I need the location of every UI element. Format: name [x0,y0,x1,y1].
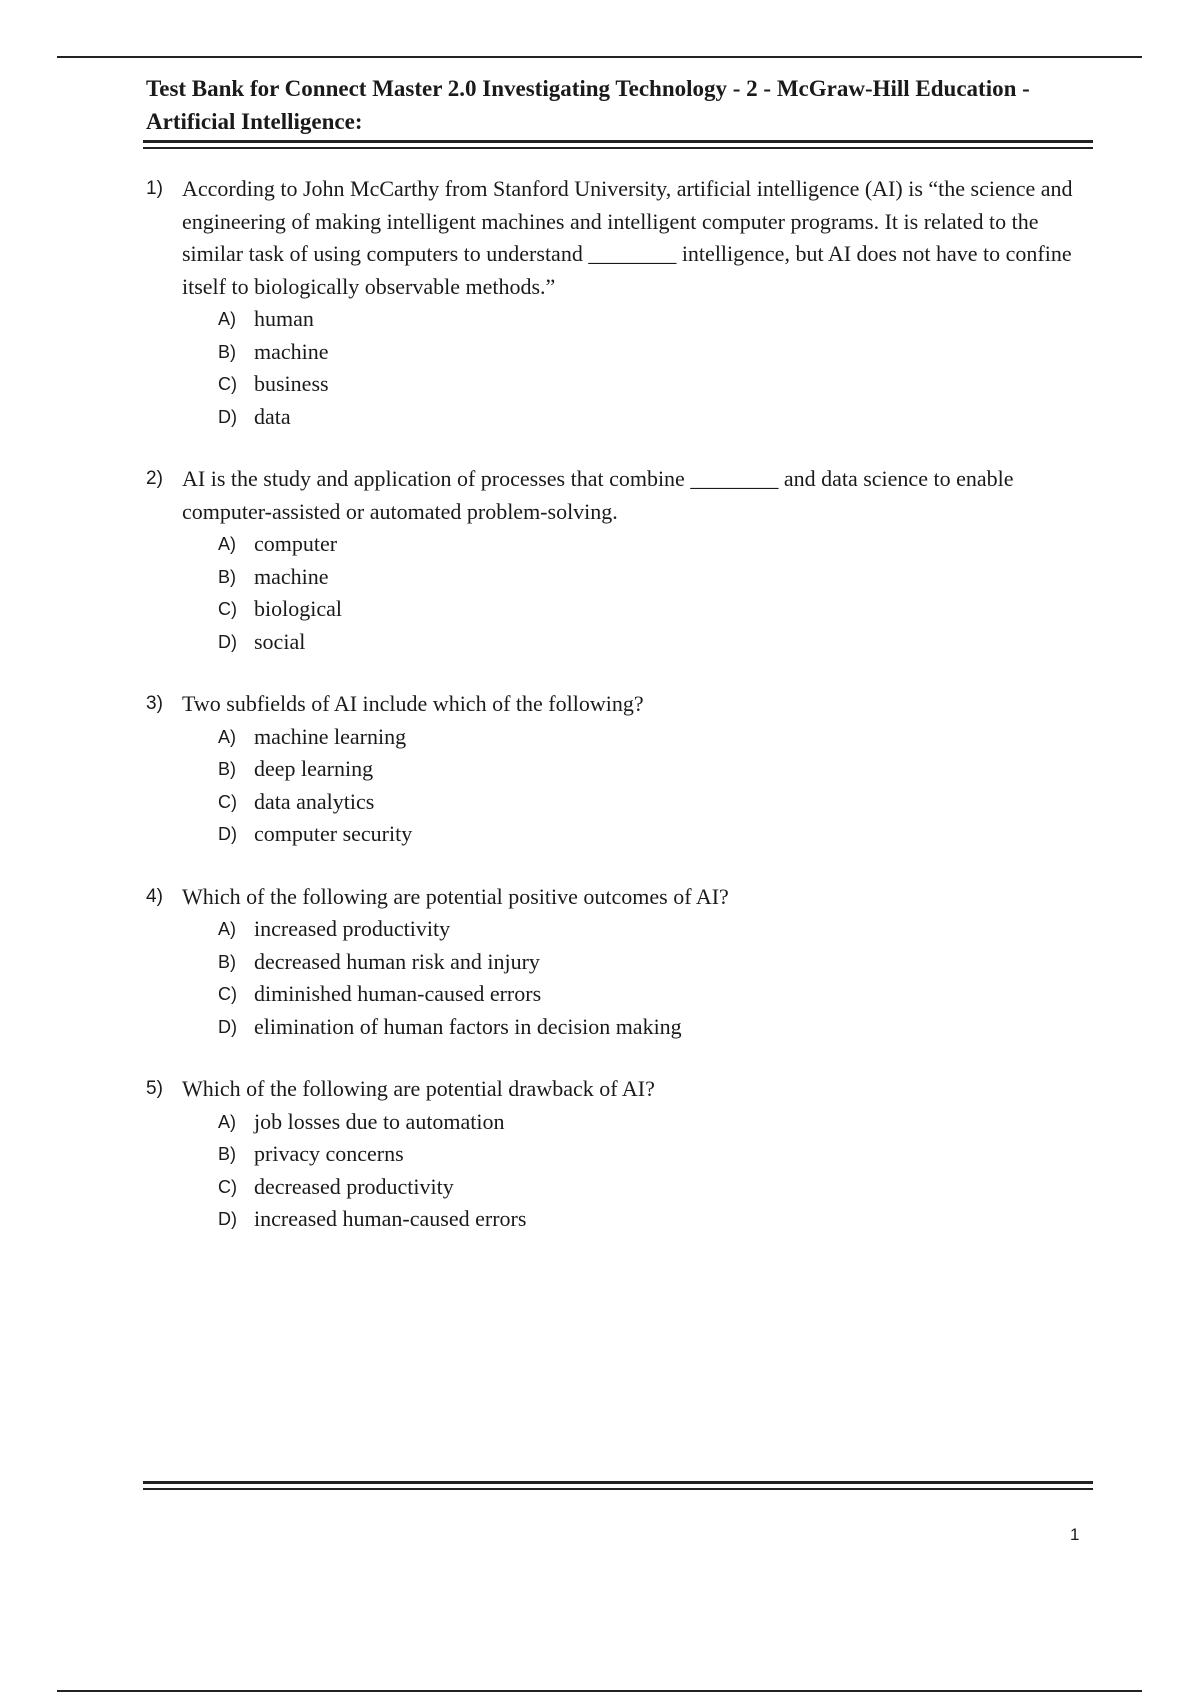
answer-option [218,818,1060,851]
question-text: Which of the following are potential drawback of AI? [182,1076,655,1101]
question-text: Two subfields of AI include which of the following? [182,691,644,716]
question-number: 1) [146,178,163,199]
answer-options [146,303,1060,433]
answer-option [218,1203,1060,1236]
option-letter: D) [218,1209,237,1229]
answer-option [218,303,1060,336]
question-number: 5) [146,1078,163,1099]
option-text: decreased productivity [254,1173,454,1199]
answer-option [218,368,1060,401]
page-title [146,72,1106,138]
option-letter: C) [218,791,237,812]
option-text: data analytics [254,788,375,814]
option-letter: A) [218,919,236,939]
option-text: job losses due to automation [254,1108,505,1134]
question-1 [146,173,1096,433]
question-list [146,173,1096,1266]
answer-option [218,978,1060,1011]
option-text: privacy concerns [254,1141,404,1166]
question-text: According to John McCarthy from Stanford University, artificial intelligence (AI) is “the science and engineering of making intelligent machines and intelligent computer programs. It is related to the similar task of using computers to understand ________ intelligence, but AI does not have to confine itself to biologically observable methods.” [182,176,1073,299]
option-letter: B) [218,1144,236,1164]
option-letter: B) [218,566,236,587]
answer-option [218,561,1060,594]
question-2 [146,463,1096,658]
option-letter: D) [218,406,237,427]
option-letter: C) [218,374,237,394]
option-text: business [254,371,329,396]
question-number: 2) [146,468,163,489]
option-text: computer [254,531,338,556]
option-letter: A) [218,309,236,329]
option-text: increased productivity [254,916,451,941]
option-letter: D) [218,1016,237,1037]
option-text: social [254,628,306,654]
option-text: diminished human-caused errors [254,981,542,1006]
page-top-rule [57,56,1142,58]
option-letter: D) [218,824,237,844]
option-letter: C) [218,1176,237,1197]
option-text: biological [254,596,342,621]
answer-options [146,528,1060,658]
answer-option [218,528,1060,561]
option-text: human [254,306,314,331]
option-text: data [254,403,291,429]
option-letter: C) [218,599,237,619]
page-title-line-1: Test Bank for Connect Master 2.0 Investigating Technology - 2 - McGraw-Hill Education - [146,76,1030,101]
page-bottom-rule [57,1690,1142,1692]
answer-options [146,913,1060,1043]
option-letter: A) [218,1111,236,1132]
answer-option [218,401,1060,434]
answer-option [218,786,1060,819]
option-text: machine [254,563,329,589]
footer-divider [143,1481,1093,1490]
option-text: machine [254,338,329,364]
header-divider [143,140,1093,149]
answer-options [146,721,1060,851]
question-4 [146,881,1096,1044]
answer-option [218,753,1060,786]
answer-option [218,913,1060,946]
question-3 [146,688,1096,851]
answer-option [218,626,1060,659]
option-letter: B) [218,341,236,362]
answer-option [218,593,1060,626]
answer-option [218,336,1060,369]
page-number: 1 [1070,1525,1080,1544]
option-letter: B) [218,759,236,779]
answer-option [218,721,1060,754]
option-text: computer security [254,821,413,846]
answer-options [146,1106,1060,1236]
answer-option [218,946,1060,979]
question-5 [146,1073,1096,1236]
option-text: machine learning [254,723,407,749]
option-text: deep learning [254,756,374,781]
question-number: 4) [146,885,163,907]
answer-option [218,1011,1060,1044]
question-text: AI is the study and application of processes that combine ________ and data science to enable computer-assisted or automated problem-solving. [182,466,1014,524]
option-text: decreased human risk and injury [254,948,540,974]
answer-option [218,1171,1060,1204]
question-number: 3) [146,693,163,714]
question-text: Which of the following are potential positive outcomes of AI? [182,883,729,909]
answer-option [218,1106,1060,1139]
option-text: elimination of human factors in decision making [254,1013,682,1039]
option-letter: C) [218,984,237,1004]
page-title-line-2: Artificial Intelligence: [146,109,363,134]
option-letter: D) [218,631,237,652]
option-letter: B) [218,951,236,972]
option-letter: A) [218,534,236,554]
option-letter: A) [218,726,236,747]
answer-option [218,1138,1060,1171]
option-text: increased human-caused errors [254,1206,527,1231]
